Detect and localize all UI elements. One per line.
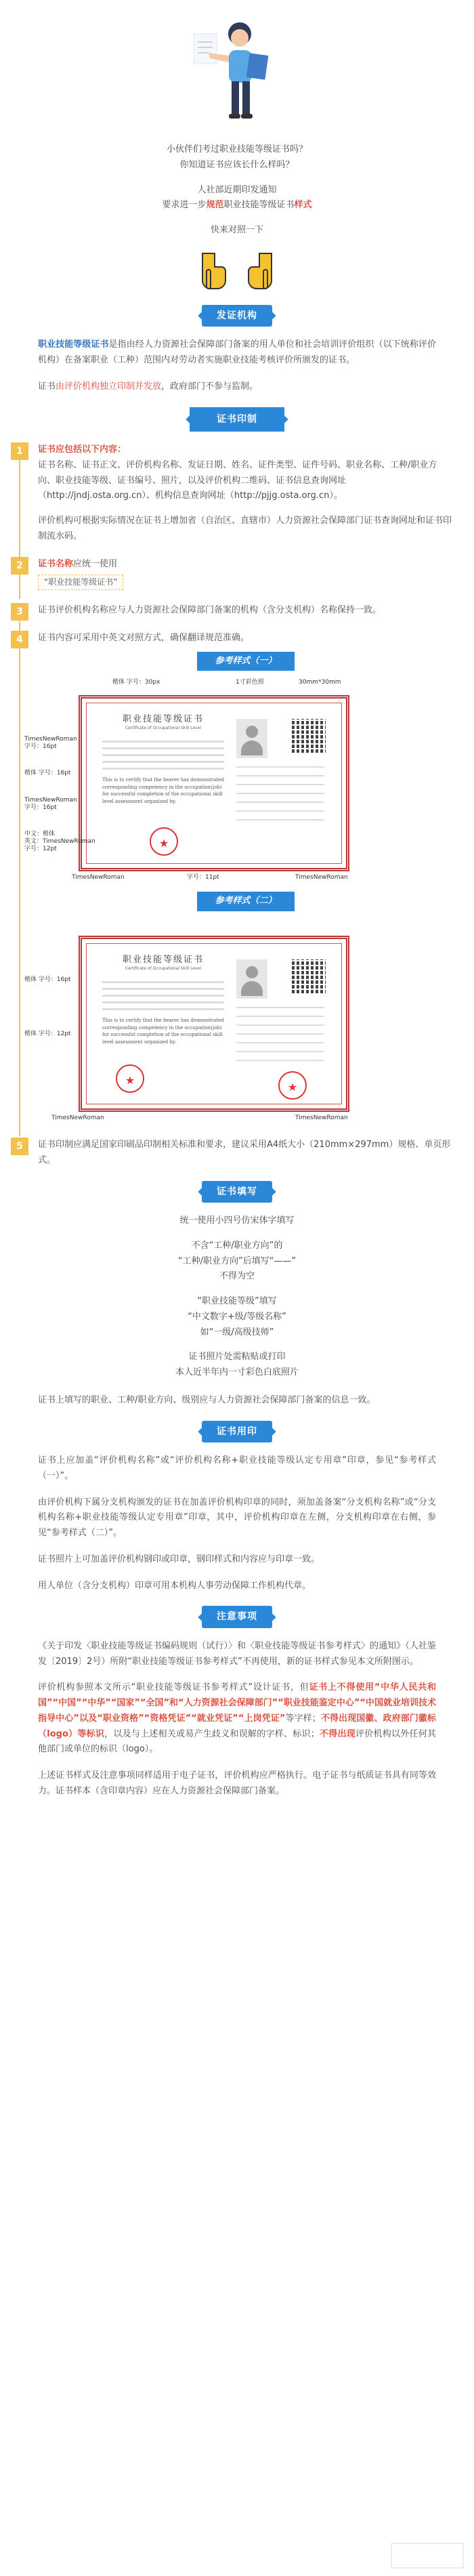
- step-title: 证书应包括以下内容：: [38, 444, 127, 455]
- annotation: 1寸彩色照: [236, 679, 264, 686]
- paragraph: 证书上应加盖“评价机构名称”或“评价机构名称+职业技能等级认定专用章”印章，参见“参考样式（一）”。: [38, 1455, 436, 1481]
- intro-line: 小伙伴们考过职业技能等级证书吗？: [166, 144, 307, 154]
- intro: [0, 142, 474, 238]
- sample-label: [38, 892, 454, 911]
- paragraph: 证书上填写的职业、工种/职业方向、级别应与人力资源社会保障部门备案的信息一致。: [38, 1394, 376, 1405]
- section-header: [0, 305, 474, 327]
- paragraph: 由评价机构下属分支机构颁发的证书在加盖评价机构印章的同时，须加盖备案“分支机构名称”或“分支机构名称+职业技能等级认定专用章”印章，其中，评价机构印章在左侧，分支机构印章在右侧，参见“参考样式（二）”。: [38, 1497, 436, 1538]
- section-header: [0, 407, 474, 432]
- rule-line: 不得为空: [219, 1271, 255, 1282]
- annotation: 楷体 字号：16pt: [24, 770, 71, 777]
- certificate-title: 职业技能等级证书: [122, 955, 204, 965]
- section-title: 发证机构: [202, 305, 272, 327]
- paragraph: 证书照片上可加盖评价机构钢印或印章，钢印样式和内容应与印章一致。: [38, 1554, 320, 1564]
- step-number: 4: [11, 631, 28, 648]
- annotation: TimesNewRoman 字号：16pt: [24, 797, 77, 812]
- paragraph: 用人单位（含分支机构）印章可用本机构人事劳动保障工作机构代章。: [38, 1580, 311, 1591]
- paragraph: 评价机构参照本文所示“职业技能等级证书参考样式”设计证书，但证书上不得使用“中华人民共和国”“中国”“中华”“国家”“全国”和“人力资源社会保障部门”“职业技能鉴定中心”“中国就业培训技术指导中心”以及“职业资格”“资格凭证”“就业凭证”“上岗凭证”等字样；不得出现国徽、政府部门徽标（logo）等标识，以及与上述相关或易产生歧义和误解的字样、标识；不得出现评价机构以外任何其他部门或单位的标识（logo）。: [38, 1682, 436, 1755]
- step-3: [16, 603, 454, 619]
- sample-title: 参考样式（一）: [197, 652, 294, 671]
- seal-icon: [278, 1071, 307, 1100]
- certificate-subtitle: Certificate of Occupational Skill Level: [125, 966, 202, 971]
- seal-icon: [150, 827, 178, 856]
- certificate-body: This is to certify that the bearer has demonstrated corresponding competency in the occupation(job) for successful completion of the occupational skill level assessment organized by.: [102, 1018, 224, 1045]
- intro-line: 人社部近期印发通知: [197, 184, 277, 195]
- step-title: 证书名称: [38, 558, 74, 569]
- annotation: 楷体 字号：30px: [112, 679, 160, 686]
- step-1: [16, 442, 454, 545]
- step-text: 评价机构可根据实际情况在证书上增加省（自治区、直辖市）人力资源社会保障部门证书查询网址和证书印制流水码。: [38, 516, 452, 541]
- certificate: [79, 695, 349, 871]
- step-number: 3: [11, 603, 28, 621]
- paragraph: 职业技能等级证书是指由经人力资源社会保障部门备案的用人单位和社会培训评价组织（以下统称评价机构）在备案职业（工种）范围内对劳动者实施职业技能考核评价所颁发的证书。: [38, 339, 436, 365]
- pointing-down-hand-icon: [196, 251, 231, 290]
- rule-line: “中文数字+级/等级名称”: [188, 1311, 286, 1322]
- rule-line: “职业技能等级”填写: [197, 1296, 277, 1306]
- section-header: [0, 1606, 474, 1628]
- certificate-sample-1: [24, 675, 417, 885]
- sample-title: 参考样式（二）: [197, 892, 294, 911]
- section-header: [0, 1421, 474, 1443]
- pointing-hands: [0, 251, 474, 290]
- section-title: 证书填写: [202, 1181, 272, 1203]
- step-connector: [19, 460, 20, 562]
- paragraph: 《关于印发〈职业技能等级证书编码规则（试行）〉和〈职业技能等级证书参考样式〉的通知》（人社鉴发〔2019〕2号）所附“职业技能等级证书参考样式”不再使用，新的证书样式参见本文所附图示。: [38, 1640, 436, 1667]
- rule-line: 统一使用小四号仿宋体字填写: [179, 1216, 295, 1226]
- step-2: [16, 557, 454, 591]
- step-connector: [19, 575, 20, 599]
- step-text: 应统一使用: [73, 558, 118, 569]
- decorative-stamp-icon: [390, 2542, 465, 2569]
- certificate: [79, 936, 349, 1112]
- rule-line: “工种/职业方向”后填写“——”: [177, 1255, 297, 1266]
- intro-line: 快来对照一下: [210, 225, 263, 235]
- paragraph: 上述证书样式及注意事项同样适用于电子证书，评价机构应严格执行。电子证书与纸质证书具有同等效力。证书样本（含印章内容）应在人力资源社会保障部门备案。: [38, 1770, 436, 1796]
- step-text: 证书内容可采用中英文对照方式，确保翻译规范准确。: [38, 632, 250, 643]
- annotation: TimesNewRoman 字号：16pt: [24, 736, 77, 751]
- sample-label: [38, 652, 454, 671]
- step-text: 证书名称、证书正文、评价机构名称、发证日期、姓名、证件类型、证件号码、职业名称、工种/职业方向、职业技能等级、证书编号、照片，以及评价机构二维码、证书信息查询网址（http://jndj.osta.org.cn）、机构信息查询网址（http://pjjg.osta.org.cn）。: [38, 459, 437, 501]
- section-title: 注意事项: [202, 1606, 272, 1628]
- step-number: 5: [11, 1138, 28, 1155]
- paragraph: 证书由评价机构独立印制并发放，政府部门不参与监制。: [38, 381, 259, 392]
- certificate-sample-2: [24, 915, 417, 1125]
- rule-line: 本人近半年内一寸彩色白底照片: [175, 1367, 299, 1377]
- certificate-title: 职业技能等级证书: [122, 714, 204, 725]
- rule-line: 如“一级/高级技师”: [200, 1327, 274, 1337]
- teacher-illustration-icon: [181, 14, 283, 129]
- photo-placeholder-icon: [236, 719, 267, 758]
- intro-line: 要求进一步规范职业技能等级证书样式: [162, 200, 312, 211]
- annotation: TimesNewRoman: [295, 874, 348, 881]
- rule-line: 证书照片处需粘贴或打印: [188, 1352, 286, 1363]
- pointing-down-hand-icon: [243, 251, 278, 290]
- certificate-name-quote: “职业技能等级证书”: [38, 575, 123, 590]
- annotation: 中文：楷体 英文：TimesNewRoman 字号：12pt: [24, 831, 95, 852]
- hero: [0, 0, 474, 136]
- filling-rules: [0, 1213, 474, 1381]
- step-connector: [19, 648, 20, 1136]
- step-4: [16, 631, 454, 1125]
- section-title: 证书印制: [190, 407, 284, 432]
- printing-steps: [0, 442, 474, 1169]
- step-text: 证书印制应满足国家印刷品印制相关标准和要求，建议采用A4纸大小（210mm×297mm）规格、单页形式。: [38, 1140, 451, 1165]
- seal-icon: [116, 1064, 144, 1093]
- annotation: TimesNewRoman: [51, 1115, 104, 1121]
- intro-line: 你知道证书应该长什么样吗？: [179, 159, 295, 170]
- certificate-subtitle: Certificate of Occupational Skill Level: [125, 726, 202, 731]
- annotation: 楷体 字号：16pt: [24, 976, 71, 983]
- step-text: 证书评价机构名称应与人力资源社会保障部门备案的机构（含分支机构）名称保持一致。: [38, 605, 382, 615]
- certificate-body: This is to certify that the bearer has demonstrated corresponding competency in the occupation(job) for successful completion of the occupational skill level assessment organized by.: [102, 777, 224, 804]
- section-header: [0, 1181, 474, 1203]
- step-5: [16, 1138, 454, 1169]
- step-number: 1: [11, 442, 28, 460]
- rule-line: 不含“工种/职业方向”的: [191, 1240, 283, 1251]
- annotation: TimesNewRoman: [72, 874, 125, 881]
- photo-placeholder-icon: [236, 959, 267, 999]
- step-number: 2: [11, 557, 28, 575]
- annotation: 字号：11pt: [187, 874, 219, 881]
- section-title: 证书用印: [202, 1421, 272, 1443]
- annotation: TimesNewRoman: [295, 1115, 348, 1121]
- annotation: 楷体 字号：12pt: [24, 1031, 71, 1037]
- annotation: 30mm*30mm: [299, 679, 341, 686]
